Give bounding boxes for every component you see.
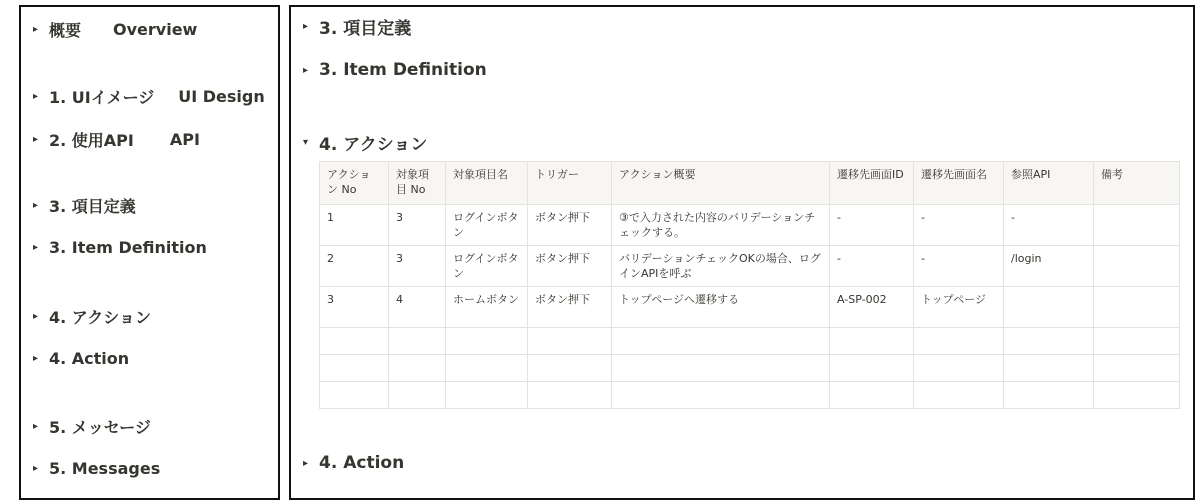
- table-cell[interactable]: -: [830, 205, 914, 246]
- table-cell[interactable]: [830, 382, 914, 409]
- table-cell[interactable]: [446, 355, 528, 382]
- table-cell[interactable]: トップページへ遷移する: [612, 287, 830, 328]
- table-cell[interactable]: -: [914, 246, 1004, 287]
- table-row: [320, 328, 1180, 355]
- table-row: [320, 246, 1180, 287]
- left-outline-panel: [19, 5, 280, 500]
- table-header-row: [320, 162, 1180, 205]
- nav-toggle-messages-en[interactable]: [33, 459, 160, 478]
- triangle-right-icon: ▸: [303, 64, 309, 76]
- triangle-right-icon: ▸: [33, 91, 39, 102]
- table-cell[interactable]: 1: [320, 205, 389, 246]
- table-cell[interactable]: [528, 328, 612, 355]
- table-cell[interactable]: [1094, 382, 1180, 409]
- nav-toggle-label: 4. アクション: [49, 308, 151, 327]
- nav-toggle-label: 4. Action: [49, 349, 130, 368]
- table-cell[interactable]: 3: [389, 246, 446, 287]
- table-header-cell[interactable]: 対象項目 No: [389, 162, 446, 205]
- triangle-right-icon: ▸: [33, 134, 39, 145]
- nav-toggle-label: 5. Messages: [49, 459, 161, 478]
- table-cell[interactable]: -: [1004, 205, 1094, 246]
- table-row: [320, 355, 1180, 382]
- table-cell[interactable]: 3: [320, 287, 389, 328]
- table-cell[interactable]: 3: [389, 205, 446, 246]
- nav-toggle-api[interactable]: [33, 128, 200, 151]
- triangle-right-icon: ▸: [303, 457, 309, 469]
- table-cell[interactable]: [830, 328, 914, 355]
- table-cell[interactable]: ③で入力された内容のバリデーションチェックする。: [612, 205, 830, 246]
- nav-toggle-item-definition-ja[interactable]: [33, 194, 136, 217]
- table-cell[interactable]: [528, 355, 612, 382]
- table-cell[interactable]: [320, 355, 389, 382]
- nav-toggle-label: 2. 使用API: [49, 131, 134, 150]
- triangle-right-icon: ▸: [33, 200, 39, 211]
- table-cell[interactable]: トップページ: [914, 287, 1004, 328]
- table-cell[interactable]: [612, 328, 830, 355]
- triangle-right-icon: ▸: [33, 242, 39, 253]
- table-header-cell[interactable]: 遷移先画面名: [914, 162, 1004, 205]
- table-cell[interactable]: [1004, 382, 1094, 409]
- nav-toggle-label: 3. Item Definition: [49, 238, 207, 257]
- main-content-panel: [289, 5, 1195, 500]
- table-cell[interactable]: [914, 355, 1004, 382]
- nav-toggle-sublabel: API: [169, 130, 200, 149]
- table-cell[interactable]: [389, 355, 446, 382]
- table-cell[interactable]: [830, 355, 914, 382]
- table-header-cell[interactable]: 参照API: [1004, 162, 1094, 205]
- table-cell[interactable]: 4: [389, 287, 446, 328]
- table-cell[interactable]: バリデーションチェックOKの場合、ログインAPIを呼ぶ: [612, 246, 830, 287]
- table-header-cell[interactable]: トリガー: [528, 162, 612, 205]
- table-cell[interactable]: -: [914, 205, 1004, 246]
- table-cell[interactable]: [446, 328, 528, 355]
- triangle-right-icon: ▸: [33, 24, 39, 35]
- nav-toggle-label: 3. 項目定義: [49, 197, 136, 216]
- nav-toggle-messages-ja[interactable]: [33, 415, 151, 438]
- table-cell[interactable]: [1094, 328, 1180, 355]
- table-cell[interactable]: [612, 355, 830, 382]
- nav-toggle-action-ja[interactable]: [33, 305, 151, 328]
- section-toggle-label: 4. Action: [319, 453, 405, 473]
- table-cell[interactable]: ボタン押下: [528, 287, 612, 328]
- nav-toggle-sublabel: Overview: [113, 20, 198, 39]
- nav-toggle-label: 概要: [49, 21, 82, 40]
- triangle-right-icon: ▸: [303, 21, 309, 32]
- table-row: [320, 205, 1180, 246]
- section-toggle-item-definition-en[interactable]: [303, 60, 487, 80]
- table-cell[interactable]: /login: [1004, 246, 1094, 287]
- table-cell[interactable]: -: [830, 246, 914, 287]
- table-cell[interactable]: [1094, 205, 1180, 246]
- table-cell[interactable]: [389, 382, 446, 409]
- table-cell[interactable]: [1094, 287, 1180, 328]
- table-row: [320, 287, 1180, 328]
- table-cell[interactable]: ホームボタン: [446, 287, 528, 328]
- section-toggle-label: 3. 項目定義: [319, 19, 412, 39]
- triangle-right-icon: ▸: [33, 421, 39, 432]
- nav-toggle-overview[interactable]: [33, 18, 197, 41]
- table-cell[interactable]: [1094, 246, 1180, 287]
- table-header-cell[interactable]: 遷移先画面ID: [830, 162, 914, 205]
- table-cell[interactable]: [1004, 355, 1094, 382]
- section-toggle-label: 4. アクション: [319, 135, 428, 155]
- table-header-cell[interactable]: アクション No: [320, 162, 389, 205]
- nav-toggle-item-definition-en[interactable]: [33, 238, 207, 257]
- table-header-cell[interactable]: アクション概要: [612, 162, 830, 205]
- table-cell[interactable]: ログインボタン: [446, 205, 528, 246]
- table-cell[interactable]: ボタン押下: [528, 246, 612, 287]
- nav-toggle-label: 5. メッセージ: [49, 418, 151, 437]
- table-cell[interactable]: [528, 382, 612, 409]
- nav-toggle-ui-image[interactable]: [33, 85, 265, 108]
- table-cell[interactable]: A-SP-002: [830, 287, 914, 328]
- table-cell[interactable]: [1094, 355, 1180, 382]
- nav-toggle-label: 1. UIイメージ: [49, 88, 155, 107]
- action-table: [319, 161, 1180, 409]
- triangle-down-icon: ▾: [303, 137, 309, 148]
- table-cell[interactable]: [612, 382, 830, 409]
- table-cell[interactable]: ボタン押下: [528, 205, 612, 246]
- table-cell[interactable]: ログインボタン: [446, 246, 528, 287]
- triangle-right-icon: ▸: [33, 311, 39, 322]
- section-toggle-action-ja[interactable]: [303, 130, 427, 155]
- table-cell[interactable]: 2: [320, 246, 389, 287]
- triangle-right-icon: ▸: [33, 463, 39, 474]
- nav-toggle-sublabel: UI Design: [178, 87, 265, 106]
- table-header-cell[interactable]: 備考: [1094, 162, 1180, 205]
- section-toggle-action-en[interactable]: [303, 453, 404, 473]
- table-cell[interactable]: [320, 328, 389, 355]
- table-cell[interactable]: [1004, 287, 1094, 328]
- table-cell[interactable]: [914, 382, 1004, 409]
- table-cell[interactable]: [446, 382, 528, 409]
- triangle-right-icon: ▸: [33, 353, 39, 364]
- table-cell[interactable]: [1004, 328, 1094, 355]
- table-row: [320, 382, 1180, 409]
- section-toggle-label: 3. Item Definition: [319, 60, 487, 80]
- section-toggle-item-definition-ja[interactable]: [303, 14, 411, 39]
- table-cell[interactable]: [320, 382, 389, 409]
- table-header-cell[interactable]: 対象項目名: [446, 162, 528, 205]
- table-cell[interactable]: [914, 328, 1004, 355]
- table-cell[interactable]: [389, 328, 446, 355]
- nav-toggle-action-en[interactable]: [33, 349, 129, 368]
